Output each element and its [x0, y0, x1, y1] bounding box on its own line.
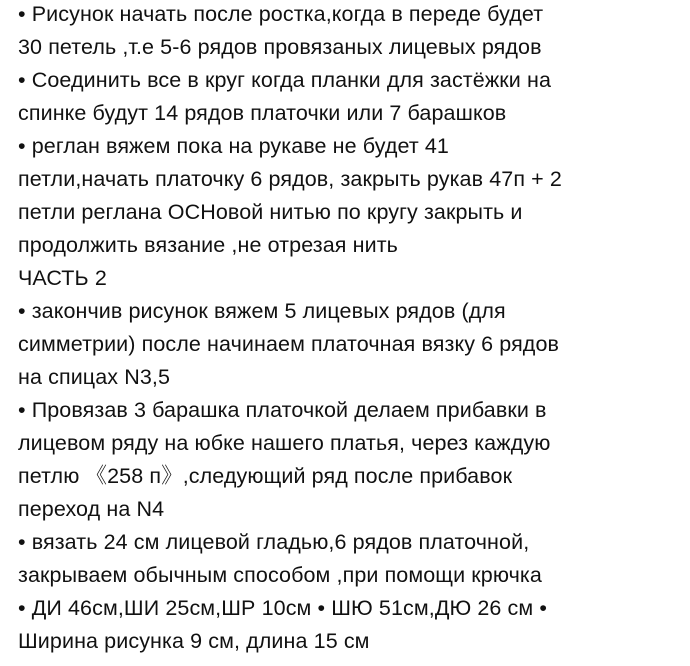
text-line: Ширина рисунка 9 см, длина 15 см: [18, 629, 370, 653]
text-line: симметрии) после начинаем платочная вязку 6 рядов: [18, 332, 560, 356]
text-line: петли реглана ОСНовой нитью по кругу закрыть и: [18, 200, 523, 224]
text-line: спинке будут 14 рядов платочки или 7 барашков: [18, 101, 507, 125]
text-line: петли,начать платочку 6 рядов, закрыть рукав 47п + 2: [18, 167, 562, 191]
text-line: закрываем обычным способом ,при помощи крючка: [18, 563, 542, 587]
text-line: • Соединить все в круг когда планки для застёжки на: [18, 68, 552, 92]
text-line: переход на N4: [18, 497, 165, 521]
text-line: • закончив рисунок вяжем 5 лицевых рядов (для: [18, 299, 506, 323]
text-line: • ДИ 46см,ШИ 25см,ШР 10см • ШЮ 51см,ДЮ 26 см •: [18, 596, 547, 620]
text-line: • Рисунок начать после ростка,когда в переде будет: [18, 2, 544, 26]
text-line: петлю 《258 п》,следующий ряд после прибавок: [18, 464, 513, 488]
text-line: продолжить вязание ,не отрезая нить: [18, 233, 398, 257]
text-line: 30 петель ,т.е 5-6 рядов провязаных лицевых рядов: [18, 35, 542, 59]
text-line: лицевом ряду на юбке нашего платья, через каждую: [18, 431, 551, 455]
section-heading: ЧАСТЬ 2: [18, 266, 107, 290]
text-line: • реглан вяжем пока на рукаве не будет 41: [18, 134, 449, 158]
text-line: • вязать 24 см лицевой гладью,6 рядов платочной,: [18, 530, 530, 554]
text-line: на спицах N3,5: [18, 365, 171, 389]
text-line: • Провязав 3 барашка платочкой делаем прибавки в: [18, 398, 547, 422]
